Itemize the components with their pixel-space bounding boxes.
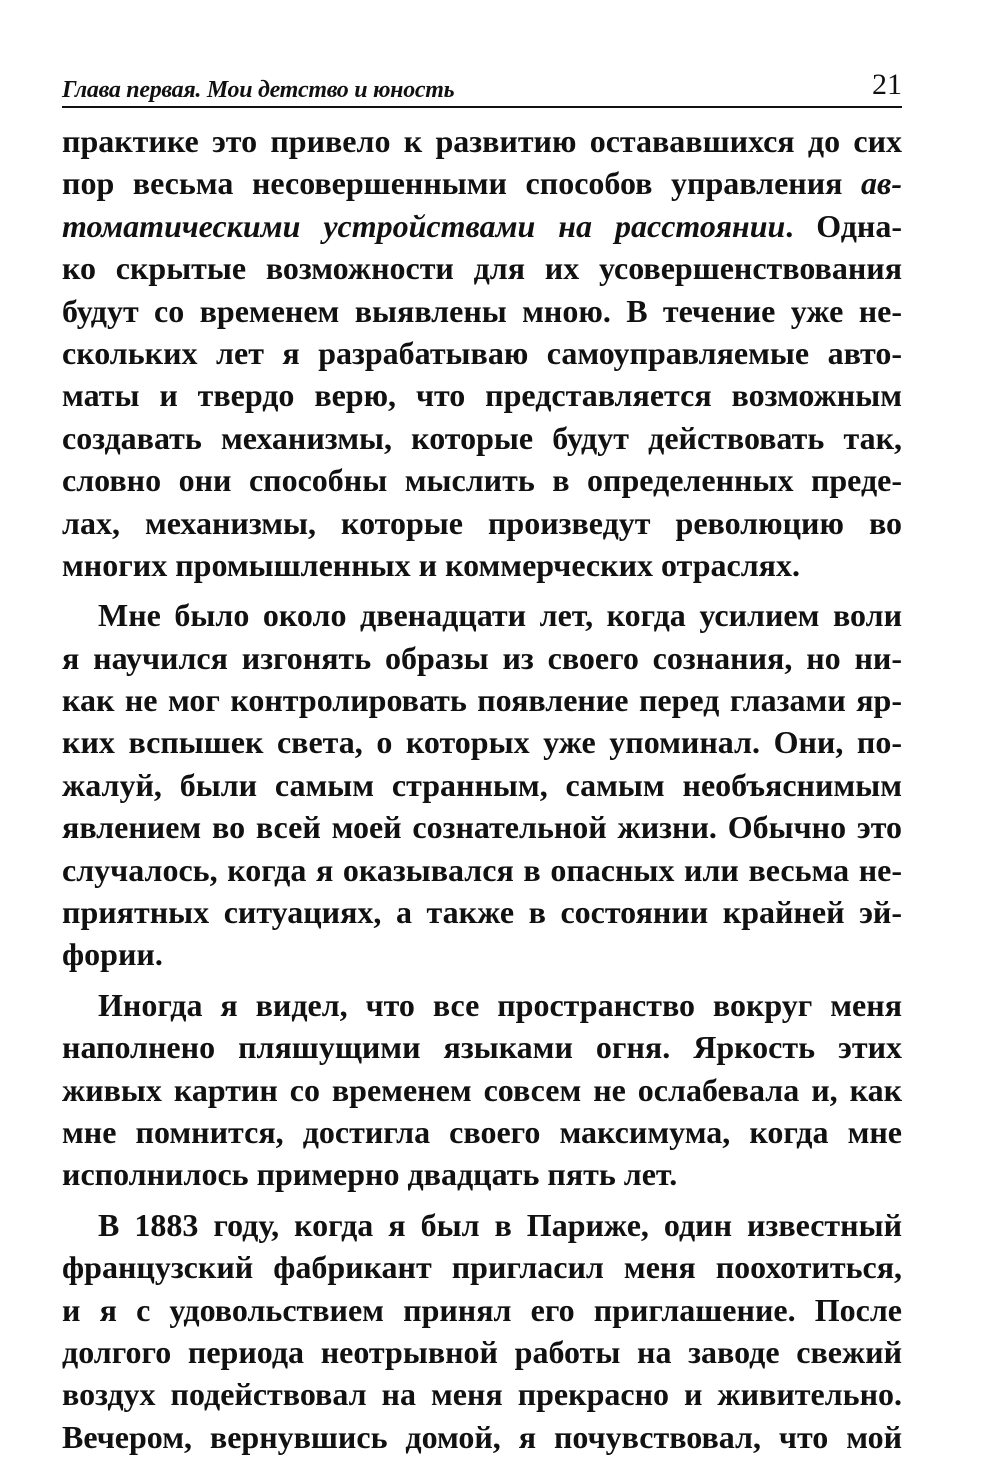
text-line: практике это привело к развитию остававшихся до сих (62, 123, 902, 159)
running-header (62, 66, 902, 108)
emphasis-text: томатическими устройствами на расстоянии (62, 207, 786, 244)
page-number: 21 (872, 68, 902, 101)
body-text (62, 120, 902, 1458)
paragraph (62, 1204, 902, 1458)
text-line: исполнилось примерно двадцать пять лет. (62, 1156, 678, 1193)
text-line: скольких лет я разрабатываю самоуправляемые авто- (62, 334, 902, 371)
text-line: фории. (62, 936, 163, 973)
text-line: живых картин со временем совсем не ослабевала и, как (62, 1071, 902, 1108)
text-line: пор весьма несовершенными способов управления ав- (62, 165, 902, 202)
running-title: Глава первая. Мои детство и юность (62, 77, 455, 103)
paragraph (62, 984, 902, 1196)
text-line: будут со временем выявлены мною. В течение уже не- (62, 292, 902, 329)
emphasis-text: ав- (861, 165, 902, 202)
text-line: В 1883 году, когда я был в Париже, один известный (98, 1206, 902, 1243)
text-line: создавать механизмы, которые будут действовать так, (62, 419, 902, 456)
text-line: и я с удовольствием принял его приглашение. После (62, 1291, 902, 1328)
text-line: случалось, когда я оказывался в опасных или весьма не- (62, 851, 902, 888)
text-line: приятных ситуациях, а также в состоянии крайней эй- (62, 894, 902, 931)
text-line: явлением во всей моей сознательной жизни. Обычно это (62, 809, 902, 846)
text-line: томатическими устройствами на расстоянии. Одна- (62, 207, 903, 244)
paragraph (62, 120, 902, 586)
text-line: воздух подействовал на меня прекрасно и живительно. (62, 1376, 902, 1413)
text-line: многих промышленных и коммерческих отраслях. (62, 546, 800, 583)
text-line: долгого периода неотрывной работы на заводе свежий (62, 1333, 902, 1370)
text-line: французский фабрикант пригласил меня поохотиться, (62, 1249, 902, 1286)
text-line: как не мог контролировать появление перед глазами яр- (62, 682, 902, 719)
text-line: мне помнится, достигла своего максимума, когда мне (62, 1113, 902, 1150)
text-line: лах, механизмы, которые произведут революцию во (62, 504, 902, 541)
text-line: ких вспышек света, о которых уже упоминал. Они, по- (62, 724, 902, 761)
text-line: я научился изгонять образы из своего сознания, но ни- (62, 639, 902, 676)
text-line: наполнено пляшущими языками огня. Яркость этих (62, 1029, 902, 1066)
text-line: маты и твердо верю, что представляется возможным (62, 377, 902, 414)
text-line: жалуй, были самым странным, самым необъяснимым (62, 766, 902, 803)
paragraph (62, 594, 902, 976)
text-line: Мне было около двенадцати лет, когда усилием воли (98, 597, 902, 634)
text-line: Иногда я видел, что все пространство вокруг меня (98, 986, 902, 1023)
text-line: Вечером, вернувшись домой, я почувствовал, что мой (62, 1418, 902, 1455)
text-line: словно они способны мыслить в определенных преде- (62, 462, 902, 499)
text-line: ко скрытые возможности для их усовершенствования (62, 250, 902, 287)
